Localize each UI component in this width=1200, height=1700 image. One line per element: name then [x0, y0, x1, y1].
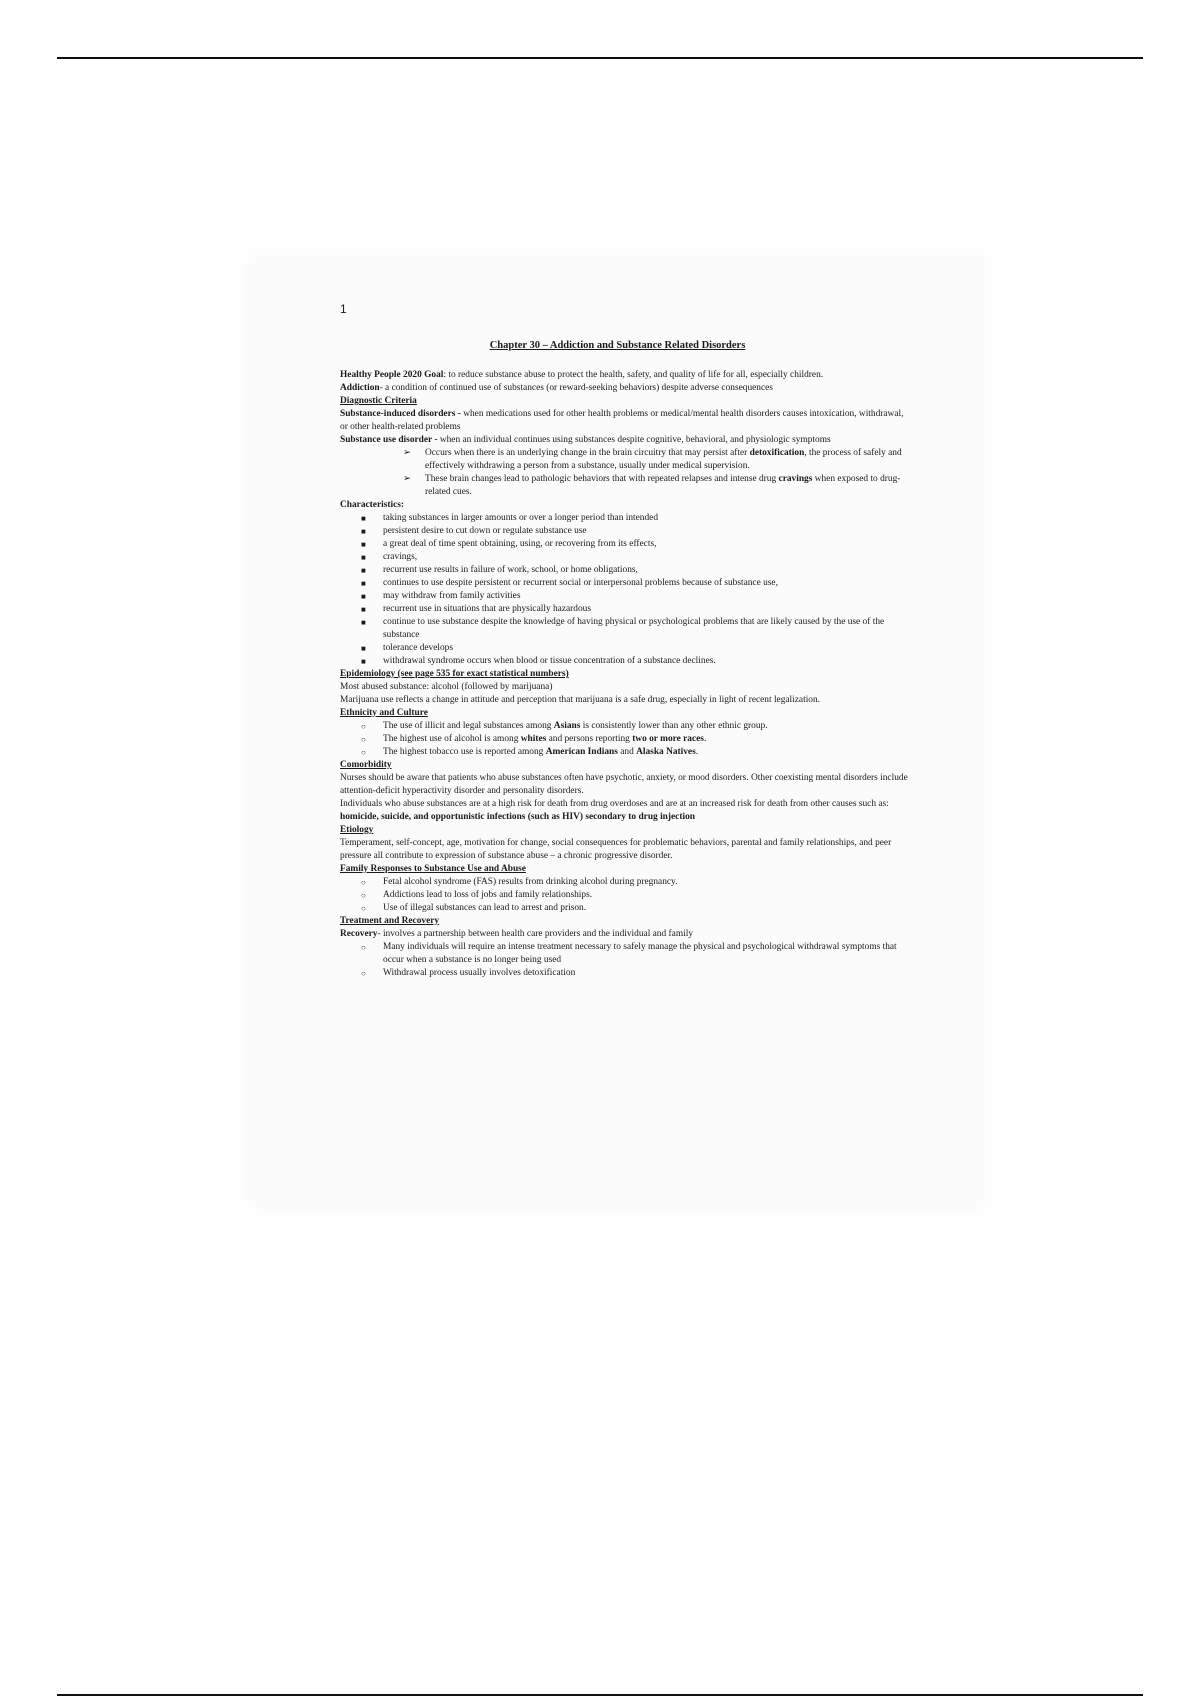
list-item-text: withdrawal syndrome occurs when blood or tissue concentration of a substance declines.	[383, 656, 716, 666]
arrow-item-bold: cravings	[778, 474, 813, 484]
epidemiology-line: Marijuana use reflects a change in attitude and perception that marijuana is a safe drug, especially in light of recent legalization.	[340, 695, 821, 705]
list-item-text: taking substances in larger amounts or over a longer period than intended	[383, 513, 659, 523]
characteristics-list	[340, 512, 910, 668]
list-item-text: and	[617, 747, 637, 757]
substance-use-text: when an individual continues using substances despite cognitive, behavioral, and physiologic symptoms	[437, 435, 831, 445]
epidemiology-line: Most abused substance: alcohol (followed by marijuana)	[340, 682, 553, 692]
etiology-heading: Etiology	[340, 825, 374, 835]
list-item	[340, 941, 910, 967]
arrow-item-text: Occurs when there is an underlying change in the brain circuitry that may persist after	[425, 448, 750, 458]
list-item	[340, 577, 910, 590]
characteristics-heading: Characteristics:	[340, 500, 405, 510]
epidemiology-heading: Epidemiology (see page 535 for exact statistical numbers)	[340, 669, 569, 679]
list-item-text: recurrent use results in failure of work, school, or home obligations,	[383, 565, 638, 575]
list-item-text: .	[703, 734, 707, 744]
square-bullet-icon: ■	[361, 644, 366, 653]
square-bullet-icon: ■	[361, 566, 366, 575]
comorbidity-text: Individuals who abuse substances are at a high risk for death from drug overdoses and are at an increased risk for death from other causes such as:	[340, 799, 889, 809]
list-item-bold: Alaska Natives	[636, 747, 696, 757]
list-item	[340, 473, 910, 499]
family-list	[340, 876, 910, 915]
list-item-text: continue to use substance despite the knowledge of having physical or psychological problems that are likely caused by the use of the substance	[383, 617, 885, 640]
list-item-text: persistent desire to cut down or regulate substance use	[383, 526, 587, 536]
substance-use-definition	[340, 434, 910, 447]
document-page	[255, 258, 980, 1203]
circle-bullet-icon: ○	[361, 969, 366, 978]
treatment-list	[340, 941, 910, 980]
circle-bullet-icon: ○	[361, 748, 366, 757]
substance-induced-label: Substance-induced disorders -	[340, 409, 461, 419]
diagnostic-arrow-list	[340, 447, 910, 499]
list-item-text: may withdraw from family activities	[383, 591, 521, 601]
list-item-text: The highest use of alcohol is among	[383, 734, 521, 744]
ethnicity-heading: Ethnicity and Culture	[340, 708, 428, 718]
healthy-people-label: Healthy People 2020 Goal	[340, 370, 444, 380]
comorbidity-line: Nurses should be aware that patients who abuse substances often have psychotic, anxiety, or mood disorders. Other coexisting mental disorders include attention-deficit hyperactivity disorder and personality disorders.	[340, 773, 908, 796]
addiction-definition	[340, 382, 910, 395]
addiction-text: - a condition of continued use of substances (or reward-seeking behaviors) despite adverse consequences	[379, 383, 773, 393]
list-item	[340, 525, 910, 538]
list-item	[340, 746, 910, 759]
list-item	[340, 642, 910, 655]
list-item-text: is consistently lower than any other ethnic group.	[580, 721, 768, 731]
list-item	[340, 616, 910, 642]
list-item	[340, 733, 910, 746]
healthy-people-text: : to reduce substance abuse to protect the health, safety, and quality of life for all, especially children.	[443, 370, 824, 380]
family-heading: Family Responses to Substance Use and Abuse	[340, 864, 526, 874]
comorbidity-bold: homicide, suicide, and opportunistic infections (such as HIV) secondary to drug injection	[340, 812, 695, 822]
healthy-people-goal	[340, 369, 910, 382]
list-item-text: Many individuals will require an intense treatment necessary to safely manage the physical and psychological withdrawal symptoms that occur when a substance is no longer being used	[383, 942, 897, 965]
square-bullet-icon: ■	[361, 527, 366, 536]
circle-bullet-icon: ○	[361, 943, 366, 952]
list-item	[340, 876, 910, 889]
list-item-text: tolerance develops	[383, 643, 454, 653]
list-item-text: Use of illegal substances can lead to arrest and prison.	[383, 903, 587, 913]
square-bullet-icon: ■	[361, 592, 366, 601]
chapter-title: Chapter 30 – Addiction and Substance Related Disorders	[489, 340, 746, 351]
substance-use-label: Substance use disorder -	[340, 435, 438, 445]
circle-bullet-icon: ○	[361, 904, 366, 913]
list-item	[340, 590, 910, 603]
treatment-heading: Treatment and Recovery	[340, 916, 440, 926]
list-item-text: Withdrawal process usually involves detoxification	[383, 968, 576, 978]
arrow-item-text: , the process of safely and effectively withdrawing a person from a substance, usually under medical supervision.	[425, 448, 902, 471]
list-item-bold: Asians	[553, 721, 581, 731]
page-number: 1	[340, 302, 347, 316]
arrow-item-text: when exposed to drug-related cues.	[425, 474, 901, 497]
list-item	[340, 551, 910, 564]
recovery-definition	[340, 928, 910, 941]
list-item-text: .	[695, 747, 699, 757]
circle-bullet-icon: ○	[361, 722, 366, 731]
list-item-bold: whites	[520, 734, 547, 744]
square-bullet-icon: ■	[361, 514, 366, 523]
list-item	[340, 512, 910, 525]
list-item-text: cravings,	[383, 552, 418, 562]
list-item-bold: American Indians	[545, 747, 618, 757]
list-item-text: Fetal alcohol syndrome (FAS) results from drinking alcohol during pregnancy.	[383, 877, 678, 887]
list-item	[340, 720, 910, 733]
ethnicity-list	[340, 720, 910, 759]
addiction-label: Addiction	[340, 383, 380, 393]
comorbidity-heading: Comorbidity	[340, 760, 392, 770]
list-item	[340, 902, 910, 915]
list-item	[340, 655, 910, 668]
arrow-item-bold: detoxification	[749, 448, 805, 458]
recovery-text: - involves a partnership between health care providers and the individual and family	[377, 929, 694, 939]
list-item	[340, 603, 910, 616]
square-bullet-icon: ■	[361, 657, 366, 666]
list-item-text: Addictions lead to loss of jobs and family relationships.	[383, 890, 593, 900]
square-bullet-icon: ■	[361, 579, 366, 588]
bottom-rule	[57, 1694, 1143, 1696]
top-rule	[57, 57, 1143, 59]
arrow-bullet-icon: ➢	[403, 448, 411, 458]
substance-induced-definition	[340, 408, 910, 434]
circle-bullet-icon: ○	[361, 878, 366, 887]
etiology-text: Temperament, self-concept, age, motivation for change, social consequences for problematic behaviors, parental and family relationships, and peer pressure all contribute to expression of substance abuse – a chronic progressive disorder.	[340, 838, 892, 861]
arrow-bullet-icon: ➢	[403, 474, 411, 484]
square-bullet-icon: ■	[361, 553, 366, 562]
recovery-label: Recovery	[340, 929, 378, 939]
diagnostic-criteria-heading: Diagnostic Criteria	[340, 396, 417, 406]
list-item	[340, 564, 910, 577]
square-bullet-icon: ■	[361, 605, 366, 614]
comorbidity-line	[340, 798, 910, 824]
circle-bullet-icon: ○	[361, 735, 366, 744]
circle-bullet-icon: ○	[361, 891, 366, 900]
list-item	[340, 538, 910, 551]
list-item-text: continues to use despite persistent or recurrent social or interpersonal problems because of substance use,	[383, 578, 778, 588]
square-bullet-icon: ■	[361, 618, 366, 627]
list-item-bold: two or more races	[632, 734, 704, 744]
list-item-text: The highest tobacco use is reported among	[383, 747, 546, 757]
list-item-text: a great deal of time spent obtaining, using, or recovering from its effects,	[383, 539, 657, 549]
list-item	[340, 967, 910, 980]
list-item-text: recurrent use in situations that are physically hazardous	[383, 604, 592, 614]
list-item-text: and persons reporting	[546, 734, 633, 744]
arrow-item-text: These brain changes lead to pathologic behaviors that with repeated relapses and intense drug	[425, 474, 779, 484]
list-item	[340, 889, 910, 902]
list-item	[340, 447, 910, 473]
document-body	[340, 369, 910, 980]
list-item-text: The use of illicit and legal substances among	[383, 721, 554, 731]
substance-induced-text: when medications used for other health problems or medical/mental health disorders causes intoxication, withdrawal, or other health-related problems	[340, 409, 904, 432]
square-bullet-icon: ■	[361, 540, 366, 549]
